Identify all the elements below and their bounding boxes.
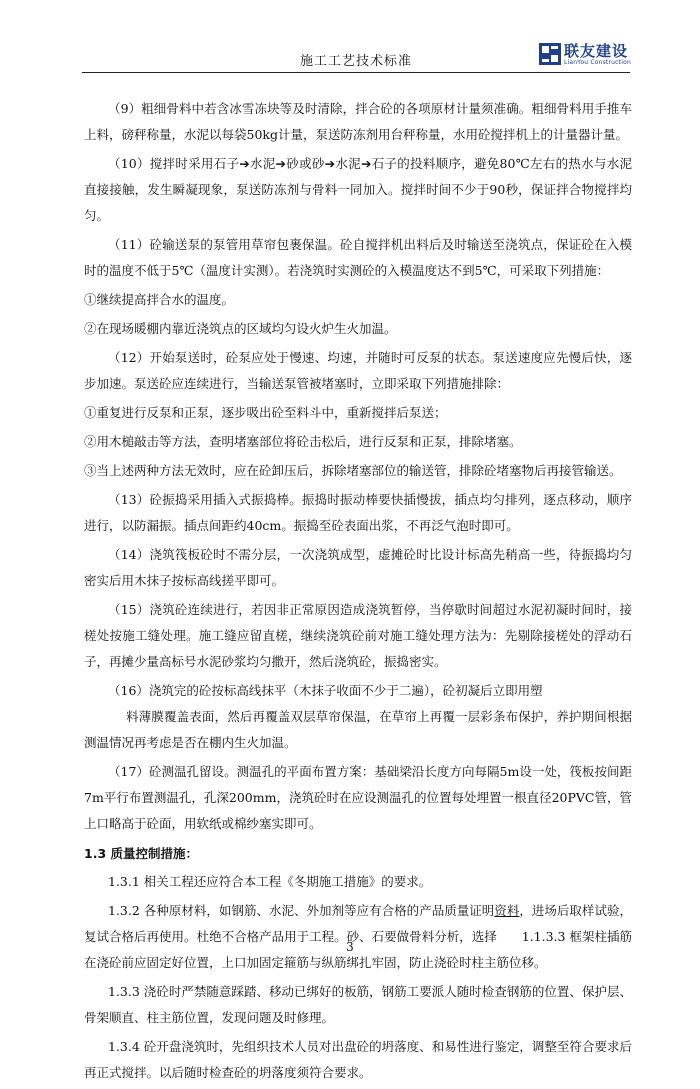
paragraph-12: （12）开始泵送时，砼泵应处于慢速、均速，并随时可反泵的状态。泵送速度应先慢后快，逐步加速。泵送砼应连续进行，当输送泵管被堵塞时，立即采取下列措施排除：	[84, 350, 632, 391]
list-item: ①重复进行反泵和正泵，逐步吸出砼至料斗中，重新搅拌后泵送；	[84, 405, 447, 420]
company-logo	[538, 40, 638, 70]
clause-1-3-4: 1.3.4 砼开盘浇筑时，先组织技术人员对出盘砼的坍落度、和易性进行鉴定，调整至符合要求后再正式搅拌。以后随时检查砼的坍落度须符合要求。	[84, 1039, 632, 1080]
logo-text-en: LianYou Construction	[564, 59, 631, 66]
paragraph-11: （11）砼输送泵的泵管用草帘包裹保温。砼自搅拌机出料后及时输送至浇筑点，保证砼在入模时的温度不低于5℃（温度计实测）。若浇筑时实测砼的入模温度达不到5℃，可采取下列措施：	[84, 237, 632, 278]
page-number: 3	[346, 940, 354, 954]
paragraph-15: （15）浇筑砼连续进行，若因非正常原因造成浇筑暂停，当停歇时间超过水泥初凝时间时，接槎处按施工缝处理。施工缝应留直槎，继续浇筑砼前对施工缝处理方法为：先剔除接槎处的浮动石子，再摊少量高标号水泥砂浆均匀撒开，然后浇筑砼，振捣密实。	[84, 602, 632, 669]
list-item: ②用木槌敲击等方法，查明堵塞部位将砼击松后，进行反泵和正泵，排除堵塞。	[84, 434, 522, 449]
logo-text-cn: 联友建设	[564, 42, 629, 60]
clause-1-3-2	[84, 898, 632, 976]
paragraph-10: （10）搅拌时采用石子➔水泥➔砂或砂➔水泥➔石子的投料顺序，避免80℃左右的热水与水泥直接接触，发生瞬凝现象，泵送防冻剂与骨料一同加入。搅拌时间不少于90秒，保证拌合物搅拌均匀。	[84, 156, 632, 223]
list-item: ②在现场暖棚内靠近浇筑点的区域均匀设火炉生火加温。	[84, 321, 397, 336]
clause-1-3-3: 1.3.3 浇砼时严禁随意踩踏、移动已绑好的板筋，钢筋工要派人随时检查钢筋的位置、保护层、骨架顺直、柱主筋位置，发现问题及时修理。	[84, 984, 632, 1025]
page-header	[82, 40, 630, 73]
paragraph-9: （9）粗细骨料中若含冰雪冻块等及时清除，拌合砼的各项原材计量须准确。粗细骨料用手推车上料，磅秤称量，水泥以每袋50kg计量，泵送防冻剂用台秤称量，水用砼搅拌机上的计量器计量。	[84, 101, 632, 142]
paragraph-17: （17）砼测温孔留设。测温孔的平面布置方案：基础梁沿长度方向每隔5m设一处，筏板按间距7m平行布置测温孔，孔深200mm，浇筑砼时在应设测温孔的位置每处埋置一根直径20PVC管，管上口略高于砼面，用软纸或棉纱塞实即可。	[84, 764, 632, 831]
paragraph-16-line1: （16）浇筑完的砼按标高线抹平（木抹子收面不少于二遍），砼初凝后立即用塑	[108, 683, 543, 698]
clause-1-3-1: 1.3.1 相关工程还应符合本工程《冬期施工措施》的要求。	[108, 874, 432, 889]
underlined-word: 资料	[494, 903, 520, 918]
paragraph-16-cont: 料薄膜覆盖表面，然后再覆盖双层草帘保温，在草帘上再覆一层彩条布保护，养护期间根据测温情况再考虑是否在棚内生火加温。	[84, 709, 632, 750]
clause-text: ，进场后取样试验，复试合格后再使用。杜绝不合格产品用于工程。砂、石要做骨料分析，选择 1.1.3.3 框架柱插筋在浇砼前应固定好位置，上口加固定箍筋与纵筋绑扎牢固，防止浇砼时柱主筋位移。	[84, 903, 632, 970]
header-title: 施工工艺技术标准	[299, 54, 412, 69]
list-item: ①继续提高拌合水的温度。	[84, 292, 235, 307]
paragraph-14: （14）浇筑筏板砼时不需分层，一次浇筑成型，虚摊砼时比设计标高先稍高一些，待振捣均匀密实后用木抹子按标高线搓平即可。	[84, 547, 632, 588]
list-item: ③当上述两种方法无效时，应在砼卸压后，拆除堵塞部位的输送管，排除砼堵塞物后再接管输送。	[84, 463, 622, 478]
logo-mark-icon	[538, 42, 562, 66]
section-heading: 1.3 质量控制措施：	[84, 846, 198, 861]
paragraph-13: （13）砼振捣采用插入式振捣棒。振捣时振动棒要快插慢拔，插点均匀排列，逐点移动，顺序进行，以防漏振。插点间距约40cm。振捣至砼表面出浆，不再泛气泡时即可。	[84, 492, 632, 533]
clause-text: 1.3.2 各种原材料，如钢筋、水泥、外加剂等应有合格的产品质量证明	[108, 903, 495, 918]
